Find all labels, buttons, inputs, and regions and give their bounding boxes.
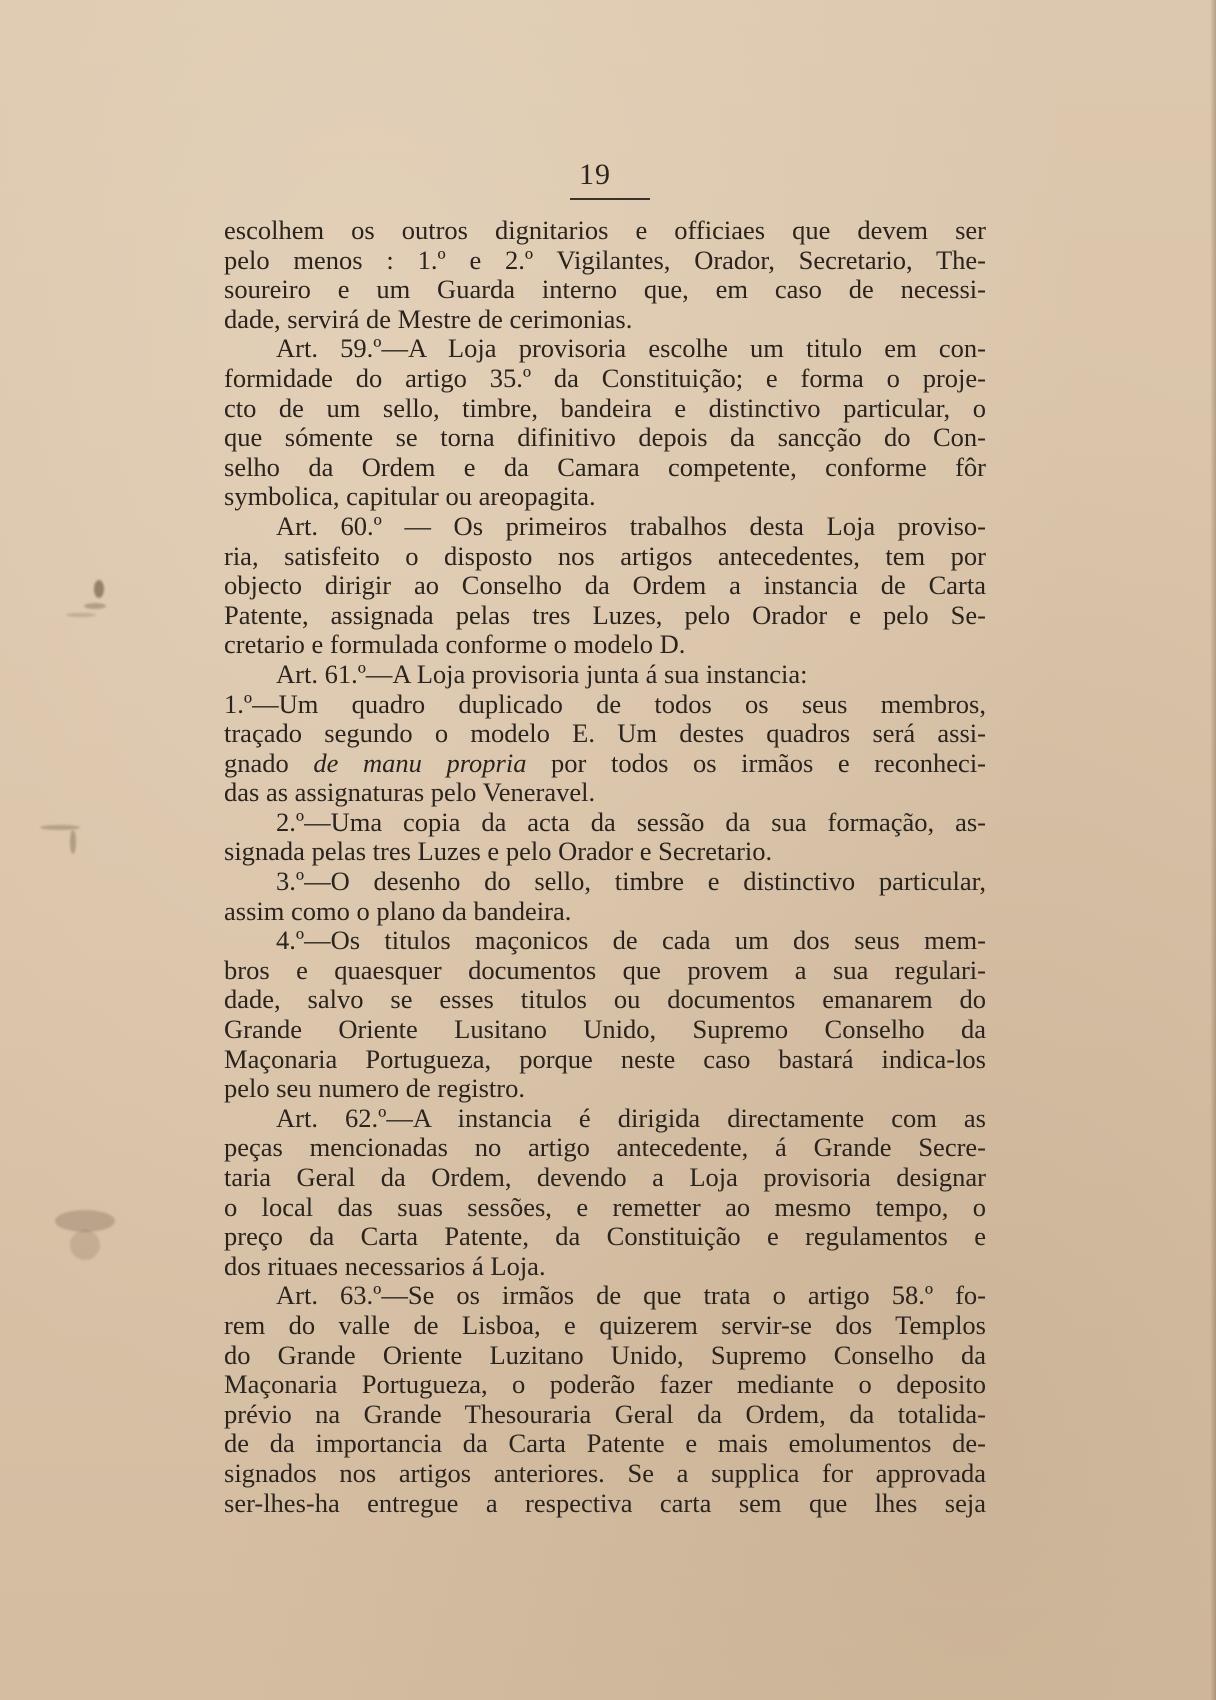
text-line: 2.º—Uma copia da acta da sessão da sua formação, as- [276, 806, 986, 837]
text-line: dos rituaes necessarios á Loja. [224, 1250, 546, 1281]
page-number-rule [570, 198, 650, 200]
text-line: pelo seu numero de registro. [224, 1073, 525, 1104]
page-number: 19 [579, 158, 611, 191]
text-segment: por todos os irmãos e reconheci- [526, 747, 987, 778]
text-line: signados nos artigos anteriores. Se a supplica for approvada [224, 1457, 986, 1488]
text-line: prévio na Grande Thesouraria Geral da Ordem, da totalida- [224, 1398, 986, 1429]
text-line: peças mencionadas no artigo antecedente, á Grande Secre- [224, 1132, 986, 1163]
text-line: Art. 61.º—A Loja provisoria junta á sua instancia: [276, 658, 808, 689]
text-line: preço da Carta Patente, da Constituição e regulamentos e [224, 1221, 986, 1252]
text-line: assim como o plano da bandeira. [224, 895, 572, 926]
text-line: das as assignaturas pelo Veneravel. [224, 777, 596, 808]
text-line: rem do valle de Lisboa, e quizerem servir-se dos Templos [224, 1309, 986, 1340]
text-line: dade, servirá de Mestre de cerimonias. [224, 303, 633, 334]
margin-stain [40, 825, 80, 830]
text-line: cretario e formulada conforme o modelo D. [224, 629, 686, 660]
margin-stain [94, 580, 104, 598]
text-line [224, 749, 986, 779]
text-line: de da importancia da Carta Patente e mais emolumentos de- [224, 1428, 986, 1459]
text-line: o local das suas sessões, e remetter ao mesmo tempo, o [224, 1191, 986, 1222]
text-line: pelo menos : 1.º e 2.º Vigilantes, Orador, Secretario, The- [224, 244, 986, 275]
margin-stain [70, 1230, 100, 1260]
text-line: ria, satisfeito o disposto nos artigos antecedentes, tem por [224, 540, 986, 571]
text-line: selho da Ordem e da Camara competente, conforme fôr [224, 451, 986, 482]
text-line: formidade do artigo 35.º da Constituição; e forma o proje- [224, 362, 986, 393]
text-line: Maçonaria Portugueza, porque neste caso bastará indica-los [224, 1043, 986, 1074]
text-line: Grande Oriente Lusitano Unido, Supremo Conselho da [224, 1014, 986, 1045]
latin-phrase: de manu propria [313, 747, 527, 778]
text-line: traçado segundo o modelo E. Um destes quadros será assi- [224, 718, 986, 749]
text-line: dade, salvo se esses titulos ou documentos emanarem do [224, 984, 986, 1015]
page-edge-shadow [1210, 0, 1216, 1700]
text-line: 3.º—O desenho do sello, timbre e distinctivo particular, [276, 866, 986, 897]
text-line: Maçonaria Portugueza, o poderão fazer mediante o deposito [224, 1369, 986, 1400]
body-text [224, 216, 986, 1518]
text-line: ser-lhes-ha entregue a respectiva carta sem que lhes seja [224, 1487, 986, 1518]
text-line: objecto dirigir ao Conselho da Ordem a instancia de Carta [224, 570, 986, 601]
text-line: Patente, assignada pelas tres Luzes, pelo Orador e pelo Se- [224, 599, 986, 630]
text-line: Art. 60.º — Os primeiros trabalhos desta Loja proviso- [276, 510, 986, 541]
text-line: soureiro e um Guarda interno que, em caso de necessi- [224, 274, 986, 305]
margin-stain [66, 613, 96, 617]
text-line: Art. 63.º—Se os irmãos de que trata o artigo 58.º fo- [276, 1280, 986, 1311]
text-line: cto de um sello, timbre, bandeira e distinctivo particular, o [224, 392, 986, 423]
text-segment: gnado [224, 747, 314, 778]
text-line: bros e quaesquer documentos que provem a sua regulari- [224, 954, 986, 985]
text-line: signada pelas tres Luzes e pelo Orador e Secretario. [224, 836, 773, 867]
text-line: symbolica, capitular ou areopagita. [224, 481, 596, 512]
text-line: escolhem os outros dignitarios e officiaes que devem ser [224, 215, 986, 245]
margin-stain [70, 830, 76, 854]
margin-stain [55, 1210, 115, 1232]
text-line: 4.º—Os titulos maçonicos de cada um dos seus mem- [276, 925, 986, 956]
text-line: taria Geral da Ordem, devendo a Loja provisoria designar [224, 1162, 986, 1192]
text-line: Art. 59.º—A Loja provisoria escolhe um titulo em con- [276, 333, 986, 364]
text-line: que sómente se torna difinitivo depois da sancção do Con- [224, 422, 986, 453]
text-line: do Grande Oriente Luzitano Unido, Supremo Conselho da [224, 1339, 986, 1370]
text-line: 1.º—Um quadro duplicado de todos os seus membros, [224, 688, 986, 719]
text-line: Art. 62.º—A instancia é dirigida directamente com as [276, 1102, 986, 1133]
margin-stain [84, 603, 106, 609]
